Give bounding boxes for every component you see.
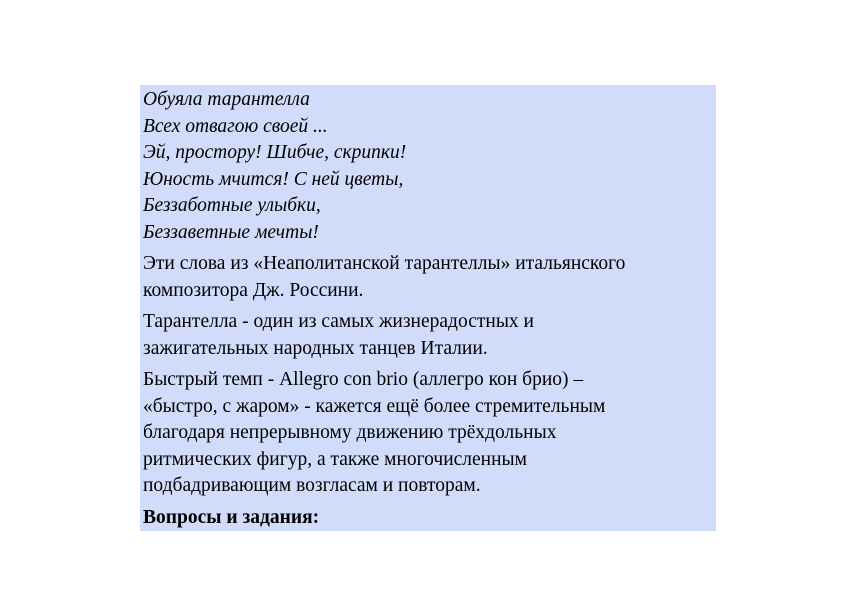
poem-line: Беззаботные улыбки,	[143, 195, 321, 216]
poem	[143, 87, 712, 246]
paragraph-rossini	[143, 251, 712, 304]
paragraph-line: композитора Дж. Россини.	[143, 279, 364, 301]
poem-line: Юность мчится! С ней цветы,	[143, 168, 404, 190]
poem-line: Всех отвагою своей ...	[143, 115, 328, 137]
paragraph-line: Эти слова из «Неаполитанской тарантеллы» итальянского	[143, 253, 626, 274]
paragraph-line: подбадривающим возгласам и повторам.	[143, 475, 481, 496]
paragraph-line: Быстрый темп - Allegro con brio (аллегро кон брио) –	[143, 369, 584, 390]
paragraph-line: ритмических фигур, а также многочисленным	[143, 448, 527, 470]
paragraph-line: зажигательных народных танцев Италии.	[143, 337, 488, 359]
paragraph-tempo	[143, 367, 712, 500]
poem-line: Обуяла тарантелла	[143, 89, 310, 110]
paragraph-line: благодаря непрерывному движению трёхдольных	[143, 422, 557, 443]
paragraph-tarantella	[143, 309, 712, 362]
paragraph-line: «быстро, с жаром» - кажется ещё более стремительным	[143, 395, 606, 417]
questions-heading: Вопросы и задания:	[143, 506, 320, 528]
poem-line: Беззаветные мечты!	[143, 221, 319, 243]
text-block	[140, 85, 716, 531]
paragraph-line: Тарантелла - один из самых жизнерадостных и	[143, 311, 534, 332]
poem-line: Эй, простору! Шибче, скрипки!	[143, 142, 407, 163]
